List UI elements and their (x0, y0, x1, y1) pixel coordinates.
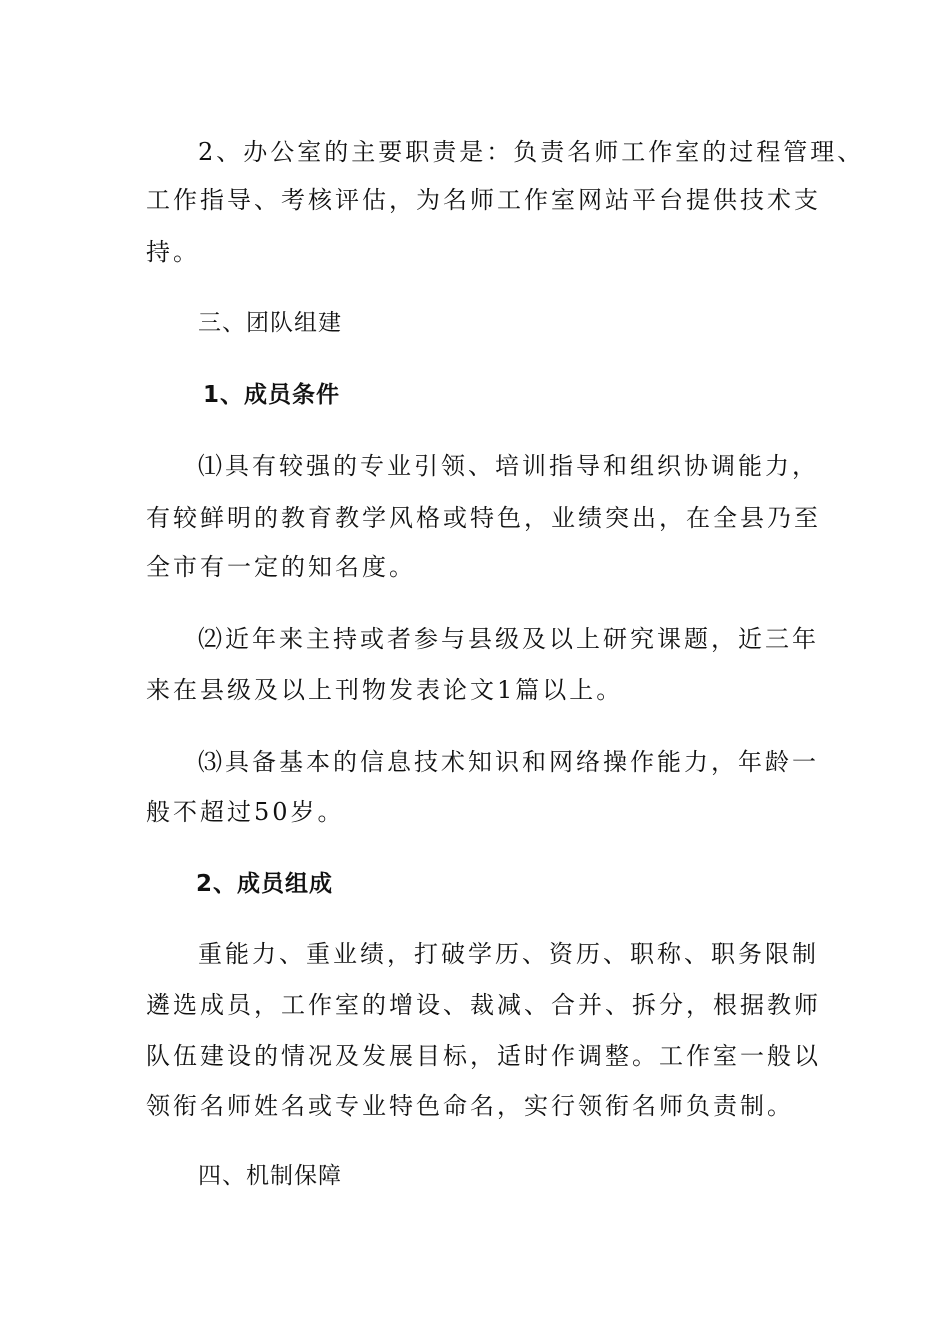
member-composition-line-2: 遴选成员，工作室的增设、裁减、合并、拆分，根据教师 (146, 991, 821, 1019)
duty-line-2: 工作指导、考核评估，为名师工作室网站平台提供技术支 (146, 186, 821, 214)
member-composition-line-3: 队伍建设的情况及发展目标，适时作调整。工作室一般以 (146, 1042, 821, 1070)
duty-line-1: 2、办公室的主要职责是：负责名师工作室的过程管理、 (198, 138, 865, 166)
member-condition-1-line-1: ⑴具有较强的专业引领、培训指导和组织协调能力， (198, 452, 819, 480)
section-3-heading: 三、团队组建 (198, 310, 342, 336)
member-composition-line-4: 领衔名师姓名或专业特色命名，实行领衔名师负责制。 (146, 1092, 794, 1120)
member-condition-2-line-2: 来在县级及以上刊物发表论文1篇以上。 (146, 676, 624, 704)
member-condition-2-line-1: ⑵近年来主持或者参与县级及以上研究课题，近三年 (198, 625, 819, 653)
member-condition-3-line-1: ⑶具备基本的信息技术知识和网络操作能力，年龄一 (198, 748, 819, 776)
section-4-heading: 四、机制保障 (198, 1163, 342, 1189)
member-condition-1-line-3: 全市有一定的知名度。 (146, 553, 416, 581)
duty-line-3: 持。 (146, 238, 200, 266)
member-condition-1-line-2: 有较鲜明的教育教学风格或特色，业绩突出，在全县乃至 (146, 504, 821, 532)
member-condition-3-line-2: 般不超过50岁。 (146, 798, 345, 826)
subsection-2-heading: 2、成员组成 (196, 871, 334, 897)
member-composition-line-1: 重能力、重业绩，打破学历、资历、职称、职务限制 (198, 940, 819, 968)
subsection-1-heading: 1、成员条件 (203, 382, 341, 408)
